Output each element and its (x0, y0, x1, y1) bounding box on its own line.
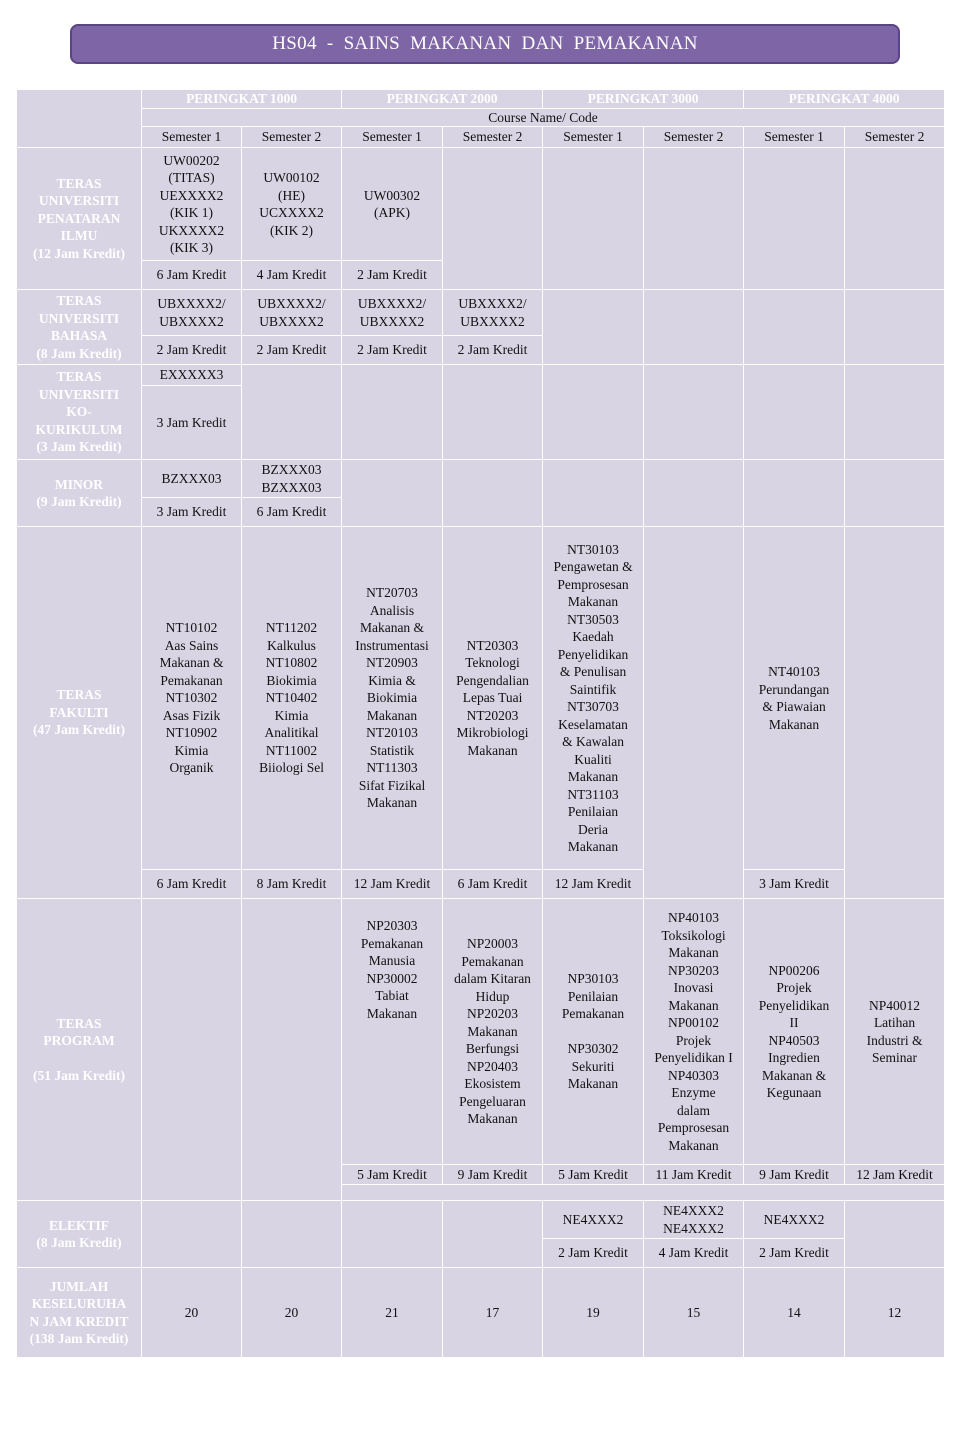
empty-cell (845, 365, 945, 460)
course-cell: UW00202 (TITAS) UEXXXX2 (KIK 1) UKXXXX2 (KIK 3) (142, 148, 242, 261)
empty-cell (543, 290, 644, 365)
empty-cell (142, 899, 242, 1201)
empty-cell (543, 460, 644, 527)
empty-cell (142, 1201, 242, 1268)
credit-cell: 8 Jam Kredit (242, 870, 342, 899)
empty-cell (443, 460, 543, 527)
course-cell: UW00102 (HE) UCXXXX2 (KIK 2) (242, 148, 342, 261)
row-label-teras-fakulti: TERAS FAKULTI (47 Jam Kredit) (17, 527, 142, 899)
credit-cell: 4 Jam Kredit (644, 1239, 744, 1268)
credit-cell: 3 Jam Kredit (142, 386, 242, 460)
empty-cell (744, 290, 845, 365)
credit-cell: 6 Jam Kredit (242, 498, 342, 527)
total-credit-cell: 20 (142, 1268, 242, 1358)
course-cell: NT30103 Pengawetan & Pemprosesan Makanan NT30503 Kaedah Penyelidikan & Penulisan Saintifik NT30703 Keselamatan & Kawalan Kualiti Makanan NT31103 Penilaian Deria Makanan (543, 527, 644, 870)
semester-header: Semester 1 (744, 127, 845, 148)
credit-cell: 2 Jam Kredit (342, 336, 443, 365)
semester-header: Semester 2 (644, 127, 744, 148)
course-cell: UBXXXX2/ UBXXXX2 (342, 290, 443, 336)
empty-cell (845, 290, 945, 365)
empty-cell (744, 460, 845, 527)
credit-cell: 5 Jam Kredit (543, 1165, 644, 1185)
course-structure-table (16, 89, 945, 1358)
semester-header: Semester 2 (845, 127, 945, 148)
credit-cell: 6 Jam Kredit (142, 870, 242, 899)
credit-cell: 12 Jam Kredit (543, 870, 644, 899)
course-cell: NP30103 Penilaian Pemakanan NP30302 Sekuriti Makanan (543, 899, 644, 1165)
credit-cell: 5 Jam Kredit (342, 1165, 443, 1185)
credit-cell: 4 Jam Kredit (242, 261, 342, 290)
level-header: PERINGKAT 1000 (142, 90, 342, 109)
credit-cell: 2 Jam Kredit (342, 261, 443, 290)
empty-cell (744, 365, 845, 460)
course-cell: NP20003 Pemakanan dalam Kitaran Hidup NP20203 Makanan Berfungsi NP20403 Ekosistem Pengeluaran Makanan (443, 899, 543, 1165)
course-name-code-header: Course Name/ Code (142, 108, 945, 127)
row-label-teras-program: TERAS PROGRAM (51 Jam Kredit) (17, 899, 142, 1201)
course-cell: NT40103 Perundangan & Piawaian Makanan (744, 527, 845, 870)
empty-cell (342, 1185, 945, 1201)
course-cell: NP00206 Projek Penyelidikan II NP40503 Ingredien Makanan & Kegunaan (744, 899, 845, 1165)
course-cell: NE4XXX2 (744, 1201, 845, 1239)
credit-cell: 11 Jam Kredit (644, 1165, 744, 1185)
course-cell: NT10102 Aas Sains Makanan & Pemakanan NT10302 Asas Fizik NT10902 Kimia Organik (142, 527, 242, 870)
semester-header: Semester 2 (242, 127, 342, 148)
course-cell: NT11202 Kalkulus NT10802 Biokimia NT10402 Kimia Analitikal NT11002 Biiologi Sel (242, 527, 342, 870)
course-cell: NT20703 Analisis Makanan & Instrumentasi NT20903 Kimia & Biokimia Makanan NT20103 Statistik NT11303 Sifat Fizikal Makanan (342, 527, 443, 870)
empty-cell (644, 290, 744, 365)
level-header: PERINGKAT 4000 (744, 90, 945, 109)
course-cell: UBXXXX2/ UBXXXX2 (242, 290, 342, 336)
course-cell: NT20303 Teknologi Pengendalian Lepas Tuai NT20203 Mikrobiologi Makanan (443, 527, 543, 870)
credit-cell: 6 Jam Kredit (142, 261, 242, 290)
empty-cell (342, 460, 443, 527)
course-cell: NP20303 Pemakanan Manusia NP30002 Tabiat Makanan (342, 899, 443, 1165)
empty-cell (644, 527, 744, 899)
empty-cell (644, 460, 744, 527)
semester-header: Semester 1 (142, 127, 242, 148)
empty-cell (443, 148, 543, 290)
course-cell: NP40103 Toksikologi Makanan NP30203 Inovasi Makanan NP00102 Projek Penyelidikan I NP40303 Enzyme dalam Pemprosesan Makanan (644, 899, 744, 1165)
empty-cell (443, 1201, 543, 1268)
program-title: HS04 - SAINS MAKANAN DAN PEMAKANAN (272, 33, 698, 54)
course-cell: UBXXXX2/ UBXXXX2 (142, 290, 242, 336)
credit-cell: 2 Jam Kredit (142, 336, 242, 365)
level-header: PERINGKAT 3000 (543, 90, 744, 109)
total-credit-cell: 19 (543, 1268, 644, 1358)
empty-cell (342, 365, 443, 460)
row-label-teras-universiti-kokurikulum: TERAS UNIVERSITI KO- KURIKULUM (3 Jam Kredit) (17, 365, 142, 460)
credit-cell: 2 Jam Kredit (744, 1239, 845, 1268)
total-credit-cell: 15 (644, 1268, 744, 1358)
credit-cell: 2 Jam Kredit (443, 336, 543, 365)
credit-cell: 3 Jam Kredit (744, 870, 845, 899)
empty-cell (342, 1201, 443, 1268)
course-cell: BZXXX03 BZXXX03 (242, 460, 342, 498)
semester-header: Semester 1 (543, 127, 644, 148)
row-label-jumlah: JUMLAH KESELURUHA N JAM KREDIT (138 Jam Kredit) (17, 1268, 142, 1358)
header-corner (17, 90, 142, 148)
credit-cell: 3 Jam Kredit (142, 498, 242, 527)
empty-cell (242, 899, 342, 1201)
empty-cell (242, 365, 342, 460)
row-label-teras-universiti-bahasa: TERAS UNIVERSITI BAHASA (8 Jam Kredit) (17, 290, 142, 365)
row-label-teras-universiti-ilmu: TERAS UNIVERSITI PENATARAN ILMU (12 Jam Kredit) (17, 148, 142, 290)
empty-cell (845, 1201, 945, 1268)
credit-cell: 12 Jam Kredit (845, 1165, 945, 1185)
empty-cell (744, 148, 845, 290)
empty-cell (644, 365, 744, 460)
empty-cell (443, 365, 543, 460)
course-cell: BZXXX03 (142, 460, 242, 498)
empty-cell (242, 1201, 342, 1268)
total-credit-cell: 21 (342, 1268, 443, 1358)
program-title-banner (70, 24, 900, 64)
row-label-elektif: ELEKTIF (8 Jam Kredit) (17, 1201, 142, 1268)
total-credit-cell: 17 (443, 1268, 543, 1358)
total-credit-cell: 14 (744, 1268, 845, 1358)
total-credit-cell: 12 (845, 1268, 945, 1358)
credit-cell: 2 Jam Kredit (242, 336, 342, 365)
semester-header: Semester 1 (342, 127, 443, 148)
semester-header: Semester 2 (443, 127, 543, 148)
credit-cell: 2 Jam Kredit (543, 1239, 644, 1268)
course-cell: EXXXXX3 (142, 365, 242, 386)
empty-cell (644, 148, 744, 290)
level-header: PERINGKAT 2000 (342, 90, 543, 109)
empty-cell (845, 460, 945, 527)
empty-cell (543, 148, 644, 290)
total-credit-cell: 20 (242, 1268, 342, 1358)
empty-cell (543, 365, 644, 460)
course-cell: UBXXXX2/ UBXXXX2 (443, 290, 543, 336)
credit-cell: 12 Jam Kredit (342, 870, 443, 899)
course-cell: NE4XXX2 (543, 1201, 644, 1239)
credit-cell: 9 Jam Kredit (443, 1165, 543, 1185)
course-cell: NE4XXX2 NE4XXX2 (644, 1201, 744, 1239)
course-cell: UW00302 (APK) (342, 148, 443, 261)
row-label-minor: MINOR (9 Jam Kredit) (17, 460, 142, 527)
empty-cell (845, 148, 945, 290)
empty-cell (845, 527, 945, 899)
credit-cell: 6 Jam Kredit (443, 870, 543, 899)
credit-cell: 9 Jam Kredit (744, 1165, 845, 1185)
course-cell: NP40012 Latihan Industri & Seminar (845, 899, 945, 1165)
